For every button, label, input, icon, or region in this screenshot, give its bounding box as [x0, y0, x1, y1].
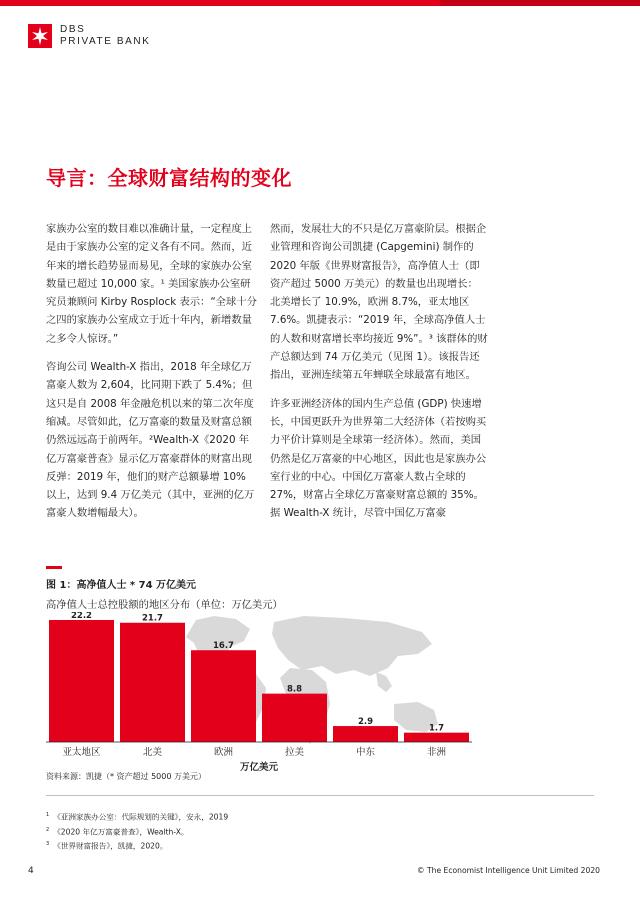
figure-subtitle: 高净值人士总控股额的地区分布（单位：万亿美元） — [46, 599, 283, 611]
category-tick-label: 欧洲 — [213, 747, 234, 758]
left-text-column — [46, 220, 258, 533]
bar-非洲 — [404, 733, 469, 742]
bar-value-label: 22.2 — [71, 612, 92, 621]
figure-title: 图 1：高净值人士 * 74 万亿美元 — [46, 580, 197, 591]
bar-亚太地区 — [49, 620, 114, 742]
paragraph: 咨询公司 Wealth-X 指出，2018 年全球亿万富豪人数为 2,604，比同期下跌了 5.4%；但这只是自 2008 年金融危机以来的第二次年度缩减。尽管如此，亿万富豪的数量及财富总额仍然远远高于前两年。²Wealth-X《2020 年亿万富豪普查》显示亿万富豪群体的财富出现反弹：2019 年，他们的财产总额暴增 10% 以上，达到 9.4 万亿美元（其中，亚洲的亿万富豪人数增幅最大）。 — [46, 361, 255, 520]
copyright-notice: © The Economist Intelligence Unit Limited 2020 — [416, 866, 600, 875]
category-tick-label: 亚太地区 — [62, 747, 101, 758]
category-tick-label: 北美 — [142, 747, 163, 758]
bar-value-label: 16.7 — [213, 641, 234, 652]
top-accent-bar-dark — [440, 0, 640, 6]
bar-拉美 — [262, 694, 327, 742]
brand-line-1: DBS — [60, 24, 86, 35]
bar-中东 — [333, 726, 398, 742]
bar-欧洲 — [191, 650, 256, 742]
bar-value-label: 2.9 — [357, 717, 374, 728]
footnote-item: $^3$ 《世界财富报告》，凯捷，2020。 — [46, 841, 168, 851]
bar-value-label: 8.8 — [286, 684, 303, 695]
bar-value-label: 1.7 — [428, 723, 445, 734]
right-text-column — [270, 220, 488, 533]
category-tick-label: 拉美 — [284, 747, 305, 758]
brand-line-2: PRIVATE BANK — [60, 36, 151, 47]
bar-value-label: 21.7 — [142, 613, 163, 624]
section-heading: 导言：全球财富结构的变化 — [46, 166, 292, 190]
figure-accent-rule — [46, 566, 62, 569]
page-number: 4 — [28, 866, 34, 876]
paragraph: 家族办公室的数目难以准确计量，一定程度上是由于家族办公室的定义各有不同。然而，近年来的增长趋势显而易见，全球的家族办公室数量已超过 10,000 家。¹ 美国家族办公室研究员兼顾问 Kirby Rosplock 表示：“全球十分之四的家族办公室成立于近十年内，新增数量之多令人惊讶。” — [46, 223, 257, 345]
x-axis-label: 万亿美元 — [239, 762, 279, 773]
category-tick-label: 中东 — [355, 747, 376, 758]
bar-北美 — [120, 623, 185, 742]
dbs-star-icon — [28, 24, 52, 48]
category-tick-label: 非洲 — [426, 747, 447, 758]
figure-source: 资料来源：凯捷（* 资产超过 5000 万美元） — [46, 772, 206, 781]
footnotes — [46, 809, 228, 853]
footnote-divider — [46, 795, 594, 796]
brand-logo — [28, 24, 151, 48]
bar-chart — [46, 612, 472, 774]
footnote-item: $^2$ 《2020 年亿万富豪普查》，Wealth-X。 — [46, 826, 189, 837]
paragraph: 然而，发展壮大的不只是亿万富豪阶层。根据企业管理和咨询公司凯捷 (Capgemini) 制作的 2020 年版《世界财富报告》，高净值人士（即资产超过 5000 万美元）的数量也出现增长：北美增长了 10.9%，欧洲 8.7%，亚太地区 7.6%。凯捷表示：“2019 年，全球高净值人士的人数和财富增长率均接近 9%”。³ 该群体的财产总额达到 74 万亿美元（见图 1）。该报告还指出，亚洲连续第五年蝉联全球最富有地区。 — [270, 223, 488, 382]
paragraph: 许多亚洲经济体的国内生产总值 (GDP) 快速增长，中国更跃升为世界第二大经济体（若按购买力平价计算则是全球第一经济体）。然而，美国仍然是亿万富豪的中心地区，因此也是家族办公室行业的中心。中国亿万富豪人数占全球的 27%，财富占全球亿万富豪财富总额的 35%。据 Wealth-X 统计，尽管中国亿万富豪 — [270, 397, 487, 520]
footnote-item: $^1$ 《亚洲家族办公室：代际规划的关键》，安永，2019 — [46, 812, 229, 822]
